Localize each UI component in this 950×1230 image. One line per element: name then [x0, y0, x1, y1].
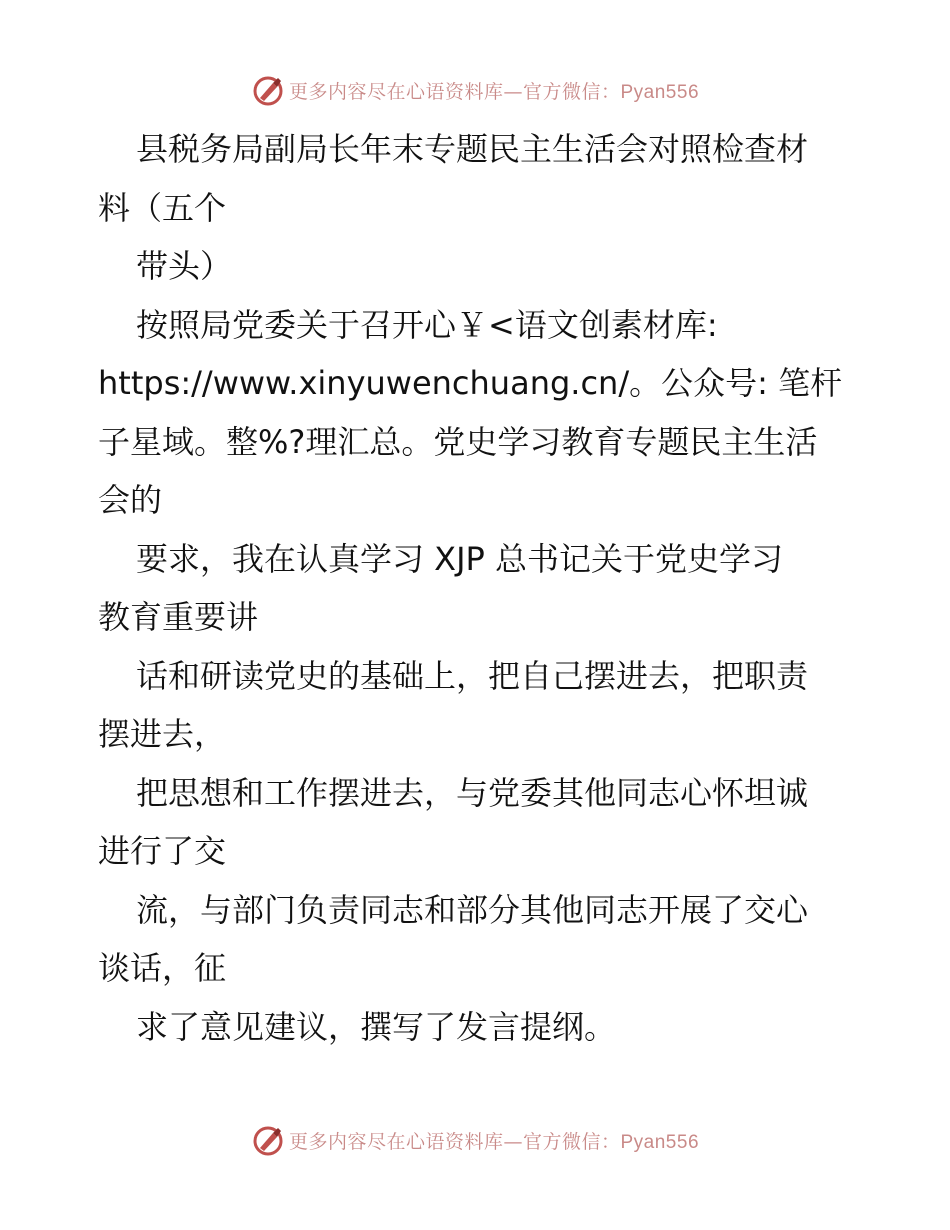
- document-body: [98, 120, 858, 1056]
- text-line: 谈话，征: [98, 949, 227, 987]
- text-line: 求了意见建议，撰写了发言提纲。: [136, 1007, 617, 1046]
- text-line: 要求，我在认真学习 XJP 总书记关于党史学习: [136, 539, 784, 578]
- pen-logo-icon: [251, 73, 285, 107]
- text-line: 摆进去，: [98, 715, 227, 753]
- header-watermark: [0, 70, 950, 110]
- text-line: 会的: [98, 481, 163, 519]
- text-line: 话和研读党史的基础上，把自己摆进去，把职责: [136, 656, 809, 695]
- watermark-text: 更多内容尽在心语资料库—官方微信：Pyan556: [288, 80, 700, 103]
- text-line: 教育重要讲: [98, 598, 259, 636]
- text-line: 带头）: [136, 247, 233, 285]
- watermark-text: 更多内容尽在心语资料库—官方微信：Pyan556: [288, 1130, 700, 1153]
- footer-watermark: [0, 1120, 950, 1160]
- text-line: 子星域。整%?理汇总。党史学习教育专题民主生活: [98, 422, 818, 461]
- pen-logo-icon: [251, 1123, 285, 1157]
- text-line: https://www.xinyuwenchuang.cn/。公众号: 笔杆: [98, 364, 843, 402]
- text-line: 流，与部门负责同志和部分其他同志开展了交心: [136, 890, 809, 929]
- text-line: 料（五个: [98, 188, 227, 227]
- text-line: 把思想和工作摆进去，与党委其他同志心怀坦诚: [136, 773, 809, 812]
- text-line: 进行了交: [98, 832, 227, 870]
- text-line: 按照局党委关于召开心￥<语文创素材库:: [136, 305, 718, 344]
- text-line: 县税务局副局长年末专题民主生活会对照检查材: [136, 130, 809, 168]
